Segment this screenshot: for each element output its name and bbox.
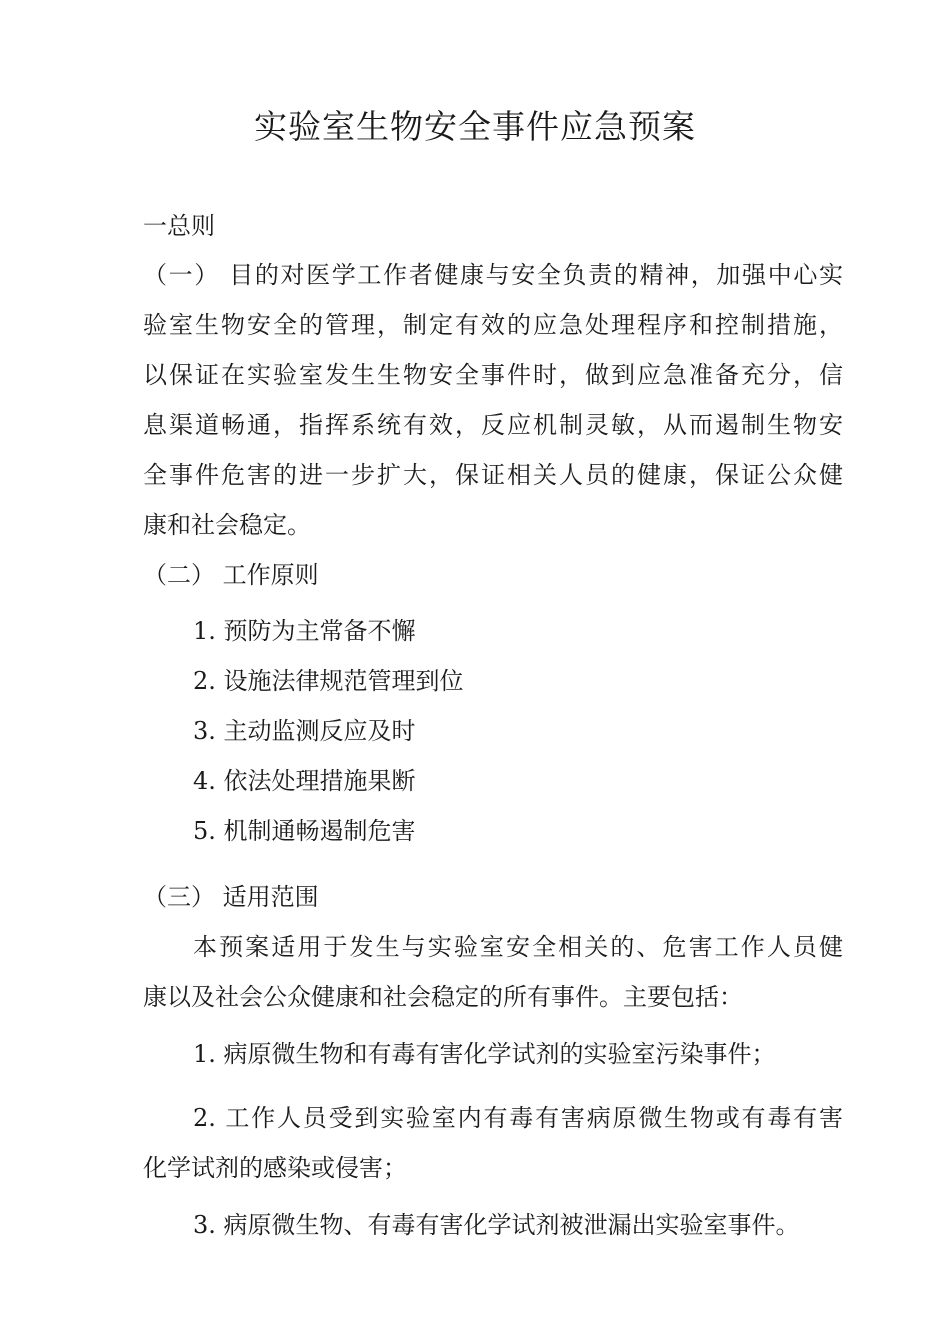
purpose-paragraph-line: 验室生物安全的管理，制定有效的应急处理程序和控制措施， <box>143 311 843 339</box>
section-heading-general: 一总则 <box>143 212 215 240</box>
purpose-paragraph-line: （一） 目的对医学工作者健康与安全负责的精神，加强中心实 <box>143 261 843 289</box>
purpose-paragraph-line: 康和社会稳定。 <box>143 511 311 539</box>
scope-list-item: 2. 工作人员受到实验室内有毒有害病原微生物或有毒有害 <box>193 1104 843 1132</box>
scope-list-item: 1. 病原微生物和有毒有害化学试剂的实验室污染事件； <box>193 1040 776 1068</box>
scope-list-item-continuation: 化学试剂的感染或侵害； <box>143 1154 407 1182</box>
principle-list-item: 5. 机制通畅遏制危害 <box>193 817 416 845</box>
document-title: 实验室生物安全事件应急预案 <box>254 107 696 146</box>
section-heading-principles: （二） 工作原则 <box>143 561 319 589</box>
scope-list-item: 3. 病原微生物、有毒有害化学试剂被泄漏出实验室事件。 <box>193 1211 800 1239</box>
principle-list-item: 1. 预防为主常备不懈 <box>193 617 416 645</box>
purpose-paragraph-line: 以保证在实验室发生生物安全事件时，做到应急准备充分，信 <box>143 361 843 389</box>
scope-intro-line: 本预案适用于发生与实验室安全相关的、危害工作人员健 <box>193 933 843 961</box>
principle-list-item: 3. 主动监测反应及时 <box>193 717 416 745</box>
purpose-paragraph-line: 息渠道畅通，指挥系统有效，反应机制灵敏，从而遏制生物安 <box>143 411 843 439</box>
principle-list-item: 4. 依法处理措施果断 <box>193 767 416 795</box>
principle-list-item: 2. 设施法律规范管理到位 <box>193 667 464 695</box>
section-heading-scope: （三） 适用范围 <box>143 883 319 911</box>
purpose-paragraph-line: 全事件危害的进一步扩大，保证相关人员的健康，保证公众健 <box>143 461 843 489</box>
scope-intro-line: 康以及社会公众健康和社会稳定的所有事件。主要包括： <box>143 983 743 1011</box>
